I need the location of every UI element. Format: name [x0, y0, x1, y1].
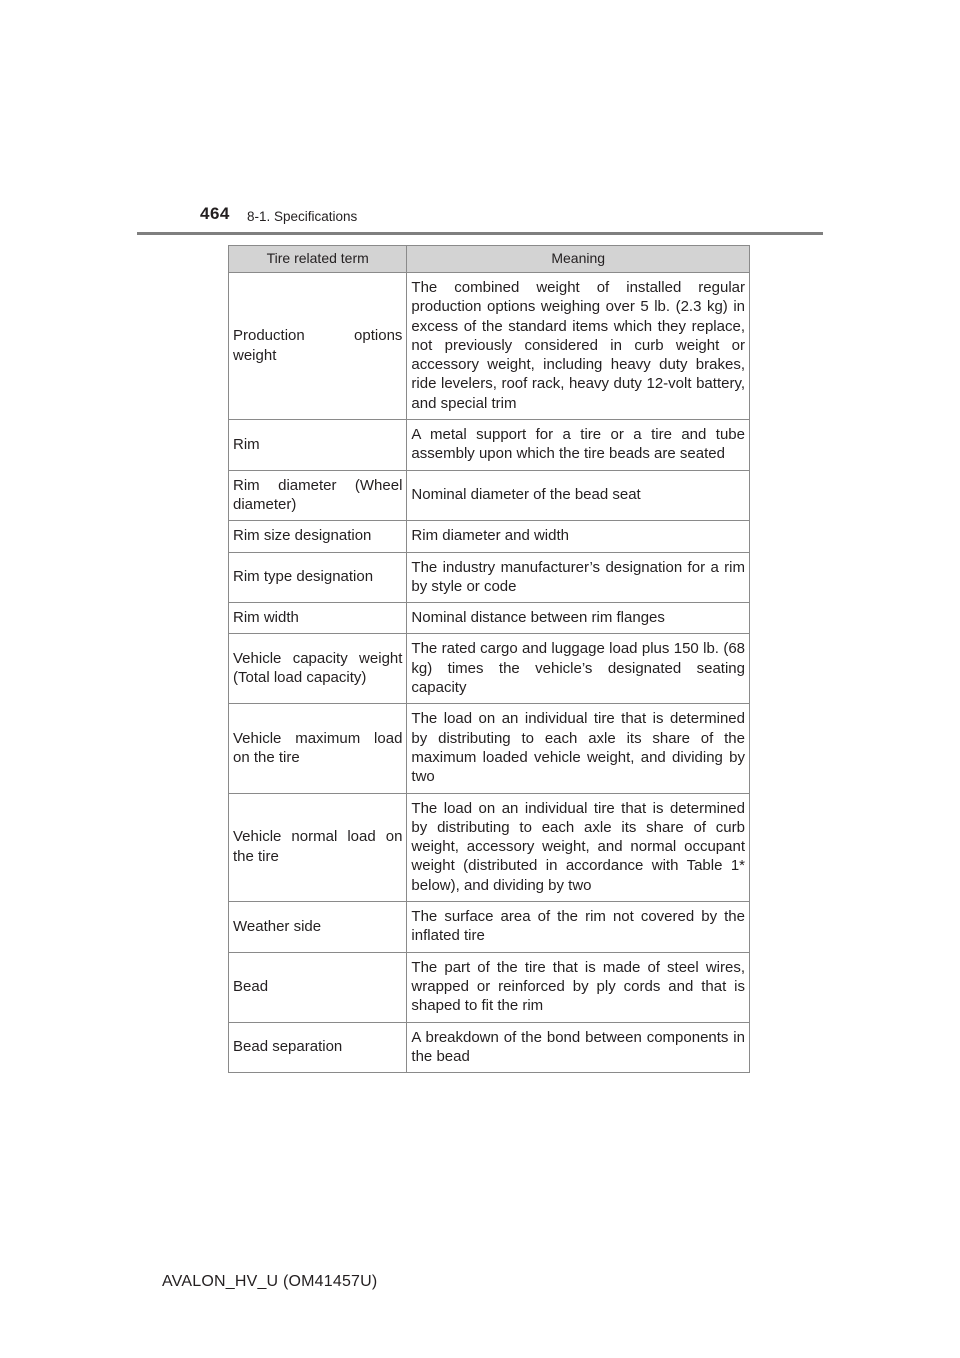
table-row	[229, 704, 750, 793]
table-row	[229, 1022, 750, 1073]
table-row	[229, 521, 750, 552]
table-row	[229, 603, 750, 634]
table-row	[229, 273, 750, 420]
term-cell: Weather side	[229, 902, 407, 953]
term-cell: Bead	[229, 952, 407, 1022]
table-header-row	[229, 246, 750, 273]
term-cell: Bead separation	[229, 1022, 407, 1073]
term-cell: Rim	[229, 420, 407, 471]
table-row	[229, 470, 750, 521]
term-cell: Rim size designation	[229, 521, 407, 552]
meaning-cell: The load on an individual tire that is determined by distributing to each axle its share of the maximum loaded vehicle weight, and dividing by two	[407, 704, 750, 793]
meaning-cell: The load on an individual tire that is determined by distributing to each axle its share of curb weight, accessory weight, and normal occupant weight (distributed in accordance with Table 1* below), and dividing by two	[407, 793, 750, 901]
meaning-cell: Rim diameter and width	[407, 521, 750, 552]
table-row	[229, 552, 750, 603]
page-number: 464	[200, 204, 230, 223]
meaning-cell: Nominal diameter of the bead seat	[407, 470, 750, 521]
table-row	[229, 902, 750, 953]
tire-terms-table	[228, 245, 750, 1073]
term-cell: Vehicle normal load on the tire	[229, 793, 407, 901]
meaning-cell: Nominal distance between rim flanges	[407, 603, 750, 634]
term-cell: Vehicle maximum load on the tire	[229, 704, 407, 793]
term-cell: Rim diameter (Wheel diameter)	[229, 470, 407, 521]
table-row	[229, 952, 750, 1022]
header-divider	[137, 232, 823, 235]
column-header-meaning: Meaning	[407, 246, 750, 273]
table-row	[229, 420, 750, 471]
term-cell: Vehicle capacity weight (Total load capacity)	[229, 634, 407, 704]
table-row	[229, 793, 750, 901]
column-header-term: Tire related term	[229, 246, 407, 273]
meaning-cell: The industry manufacturer’s designation for a rim by style or code	[407, 552, 750, 603]
meaning-cell: A metal support for a tire or a tire and tube assembly upon which the tire beads are seated	[407, 420, 750, 471]
manual-id: AVALON_HV_U (OM41457U)	[162, 1273, 378, 1290]
term-cell: Production options weight	[229, 273, 407, 420]
section-title: 8-1. Specifications	[247, 209, 358, 224]
meaning-cell: The surface area of the rim not covered by the inflated tire	[407, 902, 750, 953]
meaning-cell: The combined weight of installed regular production options weighing over 5 lb. (2.3 kg) in excess of the standard items which they replace, not previously considered in curb weight or accessory weight, including heavy duty brakes, ride levelers, roof rack, heavy duty 12-volt battery, and special trim	[407, 273, 750, 420]
meaning-cell: A breakdown of the bond between components in the bead	[407, 1022, 750, 1073]
meaning-cell: The rated cargo and luggage load plus 150 lb. (68 kg) times the vehicle’s designated seating capacity	[407, 634, 750, 704]
meaning-cell: The part of the tire that is made of steel wires, wrapped or reinforced by ply cords and that is shaped to fit the rim	[407, 952, 750, 1022]
term-cell: Rim width	[229, 603, 407, 634]
table-row	[229, 634, 750, 704]
term-cell: Rim type designation	[229, 552, 407, 603]
